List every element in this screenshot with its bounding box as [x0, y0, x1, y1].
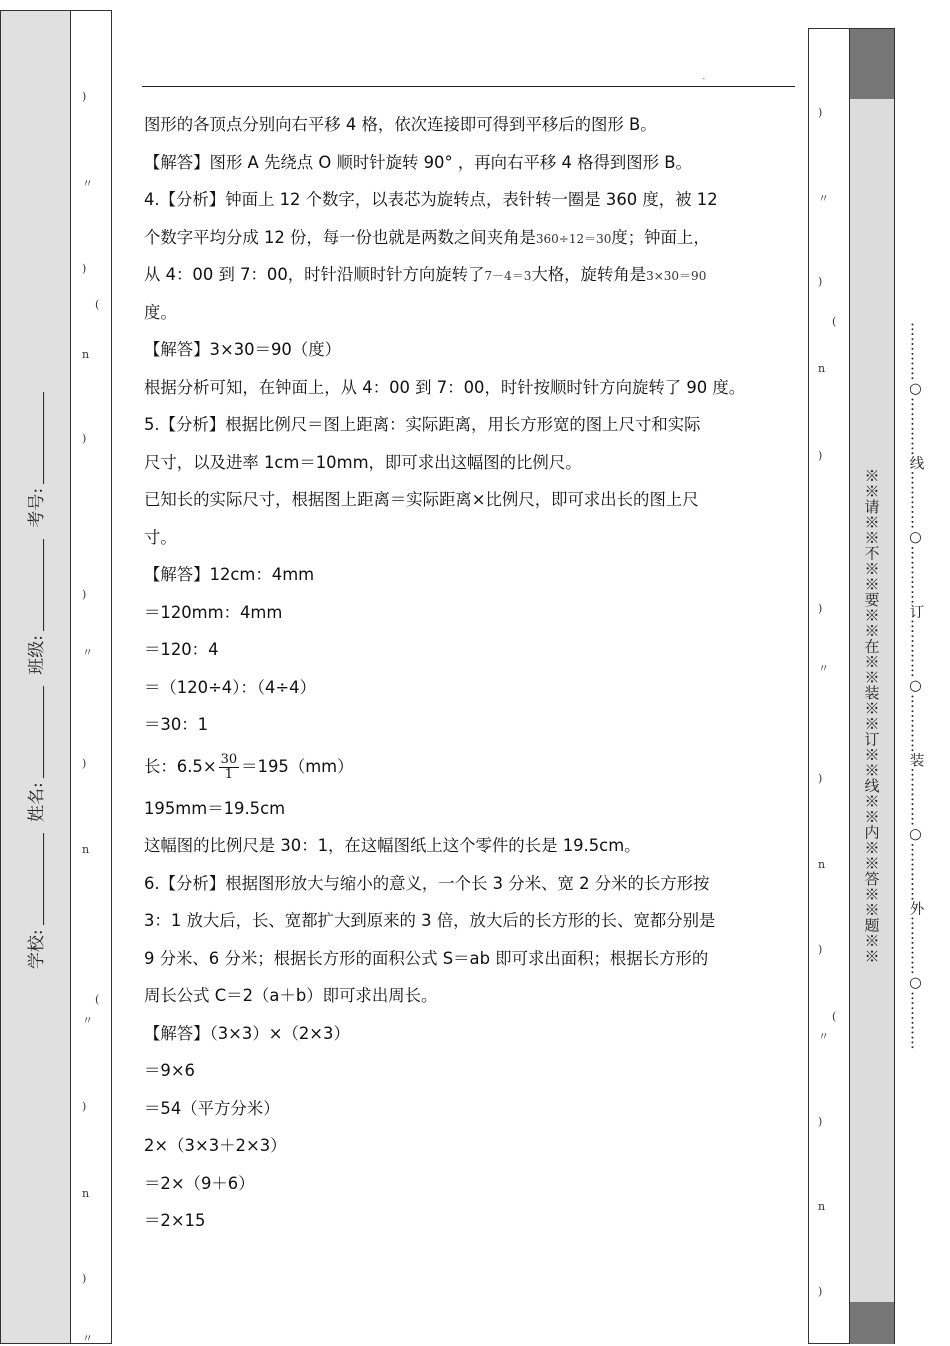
text-line: ＝（120÷4）：（4÷4） — [144, 677, 316, 697]
text-segment: 从 4：00 到 7：00，时针沿顺时针方向旋转了 — [144, 265, 485, 284]
school-blank[interactable] — [30, 833, 45, 925]
outer-binding-line — [896, 28, 936, 1344]
angle-expression: 360÷12＝30 — [535, 231, 612, 246]
hours-expression: 7－4＝3 — [484, 269, 532, 283]
text-line: 2×（3×3＋2×3） — [144, 1136, 287, 1155]
answer-content — [144, 106, 799, 1240]
text-segment: 度；钟面上， — [611, 227, 710, 247]
text-line: ＝30：1 — [144, 715, 209, 734]
text-line — [144, 219, 799, 257]
no-answer-warning — [849, 28, 895, 1344]
seal-mark: 〃 — [818, 662, 829, 675]
seal-mark: ) — [818, 1285, 823, 1298]
class-blank[interactable] — [30, 539, 45, 631]
seal-mark: n — [818, 362, 826, 375]
text-line: 寸。 — [144, 527, 177, 547]
text-line: 【解答】12cm：4mm — [144, 565, 315, 584]
text-line: 4.【分析】钟面上 12 个数字，以表芯为旋转点，表针转一圈是 360 度，被 12 — [144, 190, 718, 209]
text-line: 5.【分析】根据比例尺＝图上距离：实际距离，用长方形宽的图上尺寸和实际 — [144, 415, 701, 434]
seal-mark: ) — [818, 1115, 823, 1128]
seal-mark: ) — [82, 262, 87, 275]
text-line: 尺寸，以及进率 1cm＝10mm，即可求出这幅图的比例尺。 — [144, 452, 582, 472]
text-segment: 个数字平均分成 12 份，每一份也就是两数之间夹角是 — [144, 227, 536, 247]
seal-mark: n — [82, 843, 90, 856]
text-line: 已知长的实际尺寸，根据图上距离＝实际距离×比例尺，即可求出长的图上尺 — [144, 490, 699, 509]
seal-mark: ) — [818, 943, 823, 956]
seal-mark: ) — [82, 90, 87, 103]
header-dot: - — [702, 74, 706, 84]
seal-mark: ) — [818, 772, 823, 785]
text-line: 3：1 放大后，长、宽都扩大到原来的 3 倍，放大后的长方形的长、宽都分别是 — [144, 911, 716, 930]
warning-text: ※※请※※不※※要※※在※※装※※订※※线※※内※※答※※题※※ — [862, 468, 881, 964]
text-line: ＝2×（9＋6） — [144, 1173, 255, 1193]
fraction-numerator: 30 — [220, 751, 238, 767]
left-cut-strip — [70, 10, 112, 1344]
seal-mark: 〃 — [82, 1332, 93, 1345]
seal-mark: 〃 — [82, 1014, 93, 1027]
seal-mark: ) — [82, 757, 87, 770]
text-line: 【解答】3×30＝90（度） — [144, 340, 341, 359]
text-line: 这幅图的比例尺是 30：1，在这幅图纸上这个零件的长是 19.5cm。 — [144, 836, 641, 855]
seal-mark: ) — [82, 1272, 87, 1285]
name-label: 姓名: — [27, 781, 48, 822]
exam-number-blank[interactable] — [30, 391, 45, 483]
text-segment: ＝195（mm） — [241, 756, 354, 776]
seal-mark: n — [82, 348, 90, 361]
seal-mark: 〃 — [82, 646, 93, 659]
name-blank[interactable] — [30, 686, 45, 778]
exam-number-field — [23, 391, 48, 527]
text-segment: 大格，旋转角是 — [531, 265, 647, 284]
seal-mark: ( — [95, 298, 100, 311]
text-line: 6.【分析】根据图形放大与缩小的意义，一个长 3 分米、宽 2 分米的长方形按 — [144, 873, 710, 893]
text-line: 图形的各顶点分别向右平移 4 格，依次连接即可得到平移后的图形 B。 — [144, 115, 657, 134]
text-line: 周长公式 C＝2（a＋b）即可求出周长。 — [144, 986, 438, 1005]
right-cut-strip — [808, 28, 850, 1344]
seal-mark: ) — [82, 1100, 87, 1113]
name-field — [23, 686, 48, 822]
fraction — [219, 753, 240, 782]
seal-mark: ) — [818, 449, 823, 462]
binding-line-text: …………○…………线…………○…………订…………○…………装…………○…………外…………○………… — [907, 322, 924, 1050]
rotation-expression: 3×30＝90 — [646, 269, 707, 283]
text-line — [144, 256, 799, 294]
seal-mark: ) — [818, 275, 823, 288]
school-label: 学校: — [27, 928, 48, 969]
header-rule — [142, 86, 795, 87]
seal-mark: ( — [832, 1010, 837, 1023]
seal-mark: ) — [818, 602, 823, 615]
seal-mark: 〃 — [82, 177, 93, 190]
seal-mark: 〃 — [818, 1030, 829, 1043]
exam-number-label: 考号: — [27, 487, 48, 528]
seal-mark: ( — [95, 993, 100, 1006]
seal-mark: n — [818, 858, 826, 871]
text-line: 9 分米、6 分米；根据长方形的面积公式 S＝ab 即可求出面积；根据长方形的 — [144, 948, 709, 968]
text-segment: 长：6.5× — [144, 756, 217, 776]
text-line: ＝54（平方分米） — [144, 1098, 280, 1118]
text-line: ＝120mm：4mm — [144, 602, 283, 622]
fraction-denominator: 1 — [224, 766, 233, 782]
text-line: 【解答】图形 A 先绕点 O 顺时针旋转 90° ，再向右平移 4 格得到图形 B。 — [144, 152, 692, 172]
text-line: ＝2×15 — [144, 1211, 206, 1230]
text-line: 195mm＝19.5cm — [144, 798, 286, 818]
text-line — [144, 744, 799, 790]
school-field — [23, 833, 48, 969]
class-label: 班级: — [27, 634, 48, 675]
seal-mark: ) — [82, 432, 87, 445]
seal-mark: ) — [818, 106, 823, 119]
seal-mark: 〃 — [818, 192, 829, 205]
text-line: 根据分析可知，在钟面上，从 4：00 到 7：00，时针按顺时针方向旋转了 90 度。 — [144, 377, 746, 397]
text-line: ＝9×6 — [144, 1061, 195, 1080]
text-line: 【解答】（3×3）×（2×3） — [144, 1023, 350, 1043]
seal-mark: ( — [832, 315, 837, 328]
text-line: 度。 — [144, 302, 177, 322]
text-line: ＝120：4 — [144, 640, 219, 659]
seal-mark: n — [818, 1200, 826, 1213]
seal-mark: ) — [82, 588, 87, 601]
class-field — [23, 539, 48, 675]
student-info-block — [0, 10, 70, 1344]
seal-mark: n — [82, 1187, 90, 1200]
